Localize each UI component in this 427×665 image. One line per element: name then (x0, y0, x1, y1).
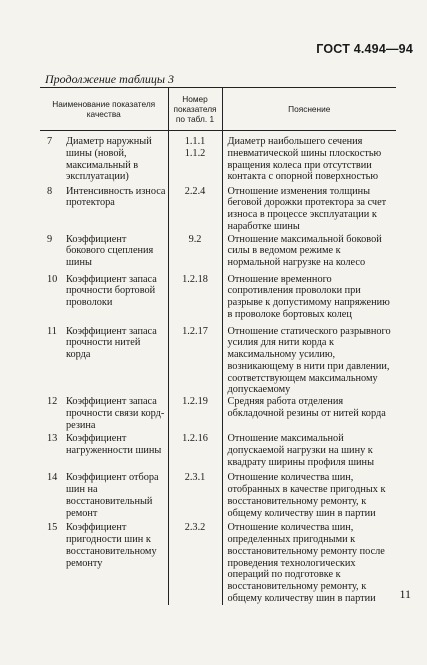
column-header-ref: Номер показателя по табл. 1 (168, 88, 222, 131)
indicator-ref (168, 472, 222, 522)
indicator-explanation: Отношение изменения толщины беговой дорожки протектора за счет износа в процессе эксплуатации к наработке шины (222, 186, 396, 234)
indicator-ref (168, 274, 222, 326)
indicator-ref (168, 131, 222, 186)
indicator-ref (168, 234, 222, 274)
table-continuation-title: Продолжение таблицы 3 (45, 72, 175, 86)
indicator-ref-item: 1.1.2 (184, 147, 206, 159)
indicator-ref-item: 1.2.18 (182, 273, 208, 285)
table-row (40, 472, 396, 522)
page-number: 11 (399, 587, 411, 601)
indicator-explanation: Отношение количества шин, отобранных в качестве пригодных к восстановительному ремонту, к общему количеству шин в партии (222, 472, 396, 522)
row-number: 9 (47, 233, 53, 245)
indicator-ref-item: 1.2.19 (182, 396, 208, 408)
indicator-ref-item: 1.2.16 (182, 433, 208, 445)
indicator-explanation: Отношение максимальной боковой силы в ведомом режиме к нормальной нагрузке на колесо (222, 234, 396, 274)
row-number: 15 (47, 522, 58, 534)
indicator-ref-item: 1.1.1 (184, 136, 206, 147)
quality-indicators-table (40, 87, 396, 605)
indicator-ref (168, 433, 222, 472)
column-header-name: Наименование показателя качества (40, 88, 168, 131)
table-row (40, 274, 396, 326)
indicator-explanation: Отношение максимальной допускаемой нагрузки на шину к квадрату ширины профиля шины (222, 433, 396, 472)
table-row (40, 433, 396, 472)
table-row (40, 326, 396, 397)
indicator-ref (168, 186, 222, 234)
row-number: 8 (47, 185, 53, 197)
indicator-explanation: Диаметр наибольшего сечения пневматической шины плоскостью вращения колеса при отсутствии контакта с опорной поверхностью (222, 131, 396, 186)
standard-code: ГОСТ 4.494—94 (316, 42, 413, 56)
indicator-ref-item: 2.3.1 (184, 472, 206, 484)
table-header-row (40, 88, 396, 131)
indicator-name: Коэффициент нагруженности шины (66, 433, 162, 457)
row-number: 7 (47, 136, 53, 147)
row-number: 12 (47, 396, 58, 408)
indicator-name: Коэффициент запаса прочности связи корд-резина (66, 396, 165, 431)
indicator-ref-item: 2.3.2 (184, 522, 206, 534)
indicator-ref (168, 326, 222, 397)
indicator-explanation: Средняя работа отделения обкладочной резины от нитей корда (222, 396, 396, 433)
indicator-ref-item: 2.2.4 (184, 185, 206, 197)
indicator-ref (168, 522, 222, 605)
table-row (40, 396, 396, 433)
table-row (40, 131, 396, 186)
indicator-explanation: Отношение количества шин, определенных пригодными к восстановительному ремонту после проведения технологических операций по подготовке к восстановительному ремонту, к общему количеству шин в партии (222, 522, 396, 605)
table-row (40, 522, 396, 605)
indicator-name: Интенсивность износа протектора (66, 185, 166, 209)
indicator-name: Диаметр наружный шины (новой, максимальный в эксплуатации) (66, 136, 152, 183)
row-number: 10 (47, 273, 58, 285)
table-row (40, 186, 396, 234)
indicator-explanation: Отношение статического разрывного усилия для нити корда к максимальному усилию, возникающему в нити при давлении, соответствующем максимальному допускаемому (222, 326, 396, 397)
indicator-name: Коэффициент запаса прочности бортовой проволоки (66, 273, 157, 309)
table-row (40, 234, 396, 274)
indicator-ref-item: 9.2 (188, 233, 202, 245)
indicator-name: Коэффициент запаса прочности нитей корда (66, 325, 157, 361)
indicator-name: Коэффициент отбора шин на восстановительный ремонт (66, 472, 159, 519)
indicator-ref (168, 396, 222, 433)
indicator-ref-item: 1.2.17 (182, 325, 208, 337)
row-number: 14 (47, 472, 58, 484)
indicator-name: Коэффициент пригодности шин к восстановительному ремонту (66, 522, 157, 569)
column-header-explanation: Пояснение (222, 88, 396, 131)
row-number: 13 (47, 433, 58, 445)
row-number: 11 (47, 325, 57, 337)
indicator-name: Коэффициент бокового сцепления шины (66, 233, 154, 269)
indicator-explanation: Отношение временного сопротивления проволоки при разрыве к допустимому напряжению в проволоке бортовых колец (222, 274, 396, 326)
